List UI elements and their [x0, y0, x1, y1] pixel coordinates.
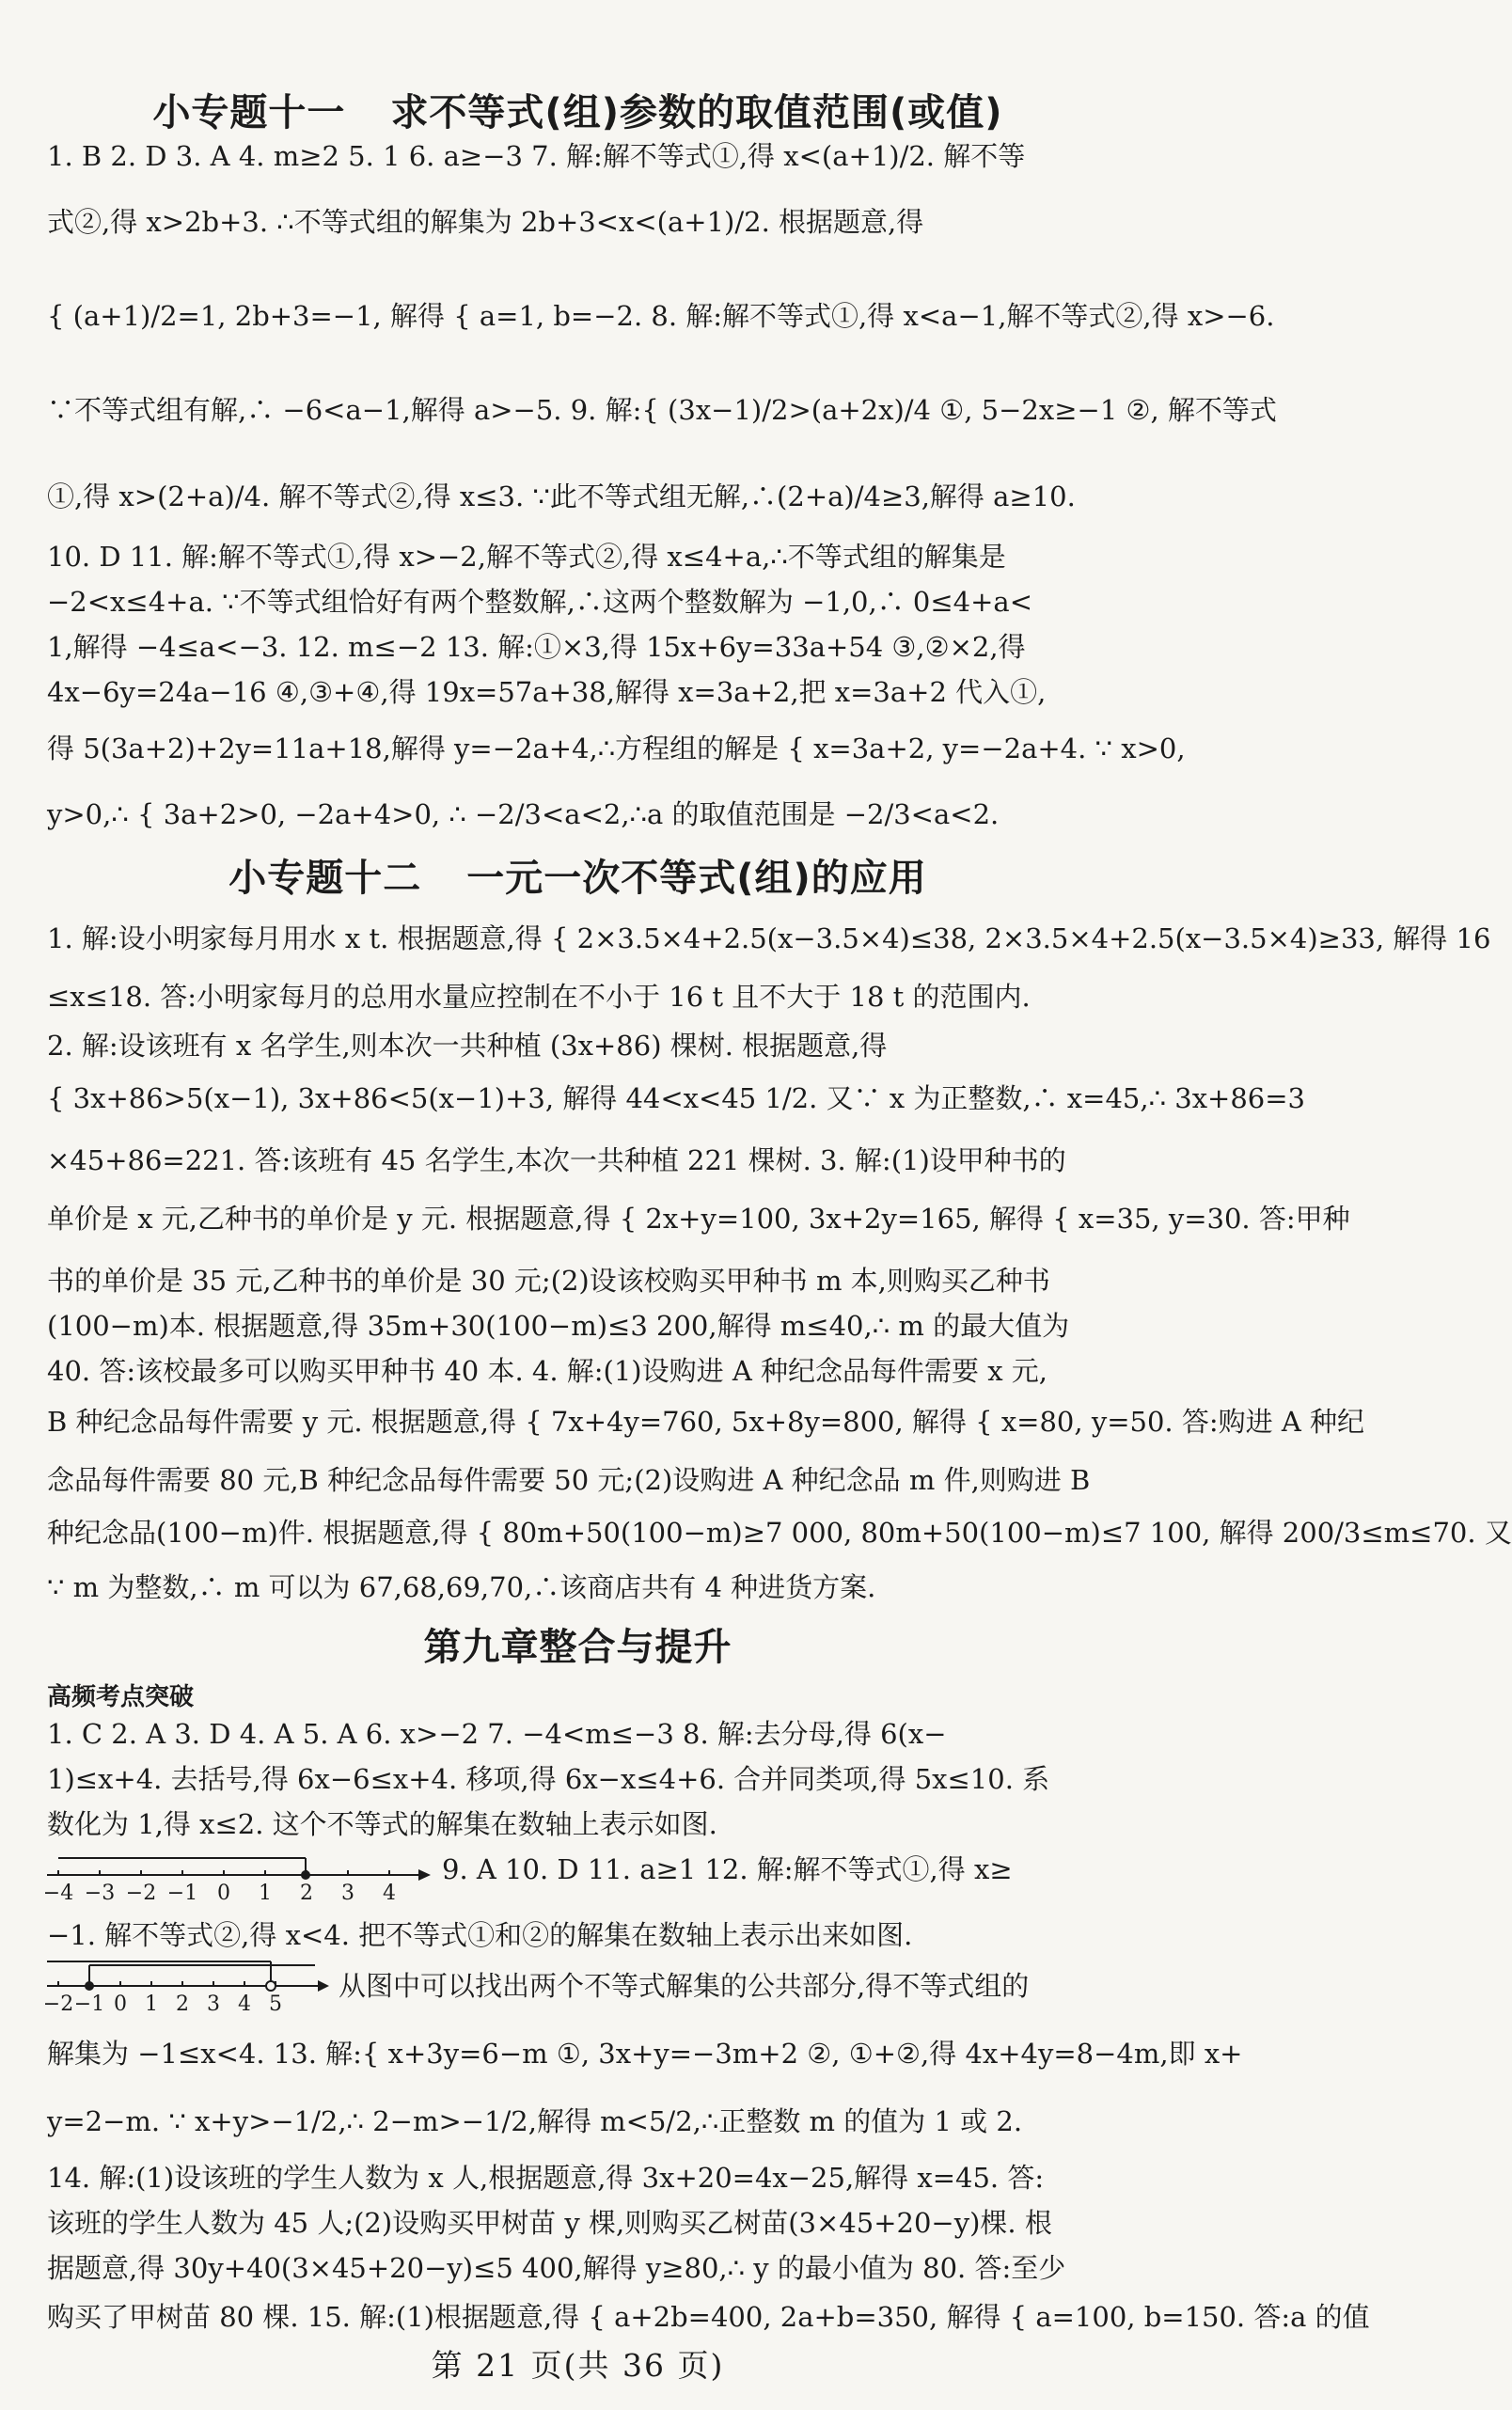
c9-line-6: 从图中可以找出两个不等式解集的公共部分,得不等式组的: [339, 1970, 1030, 2002]
tick-label: 1: [259, 1882, 272, 1905]
s12-line-7: 书的单价是 35 元,乙种书的单价是 30 元;(2)设该校购买甲种书 m 本,则购买乙种书: [47, 1265, 1050, 1297]
s11-line-4: ∵不等式组有解,∴ −6<a−1,解得 a>−5. 9. 解:{ (3x−1)/2>(a+2x)/4 ①, 5−2x≥−1 ②, 解不等式: [47, 394, 1277, 426]
section-12-title-text: 一元一次不等式(组)的应用: [466, 857, 927, 900]
s12-line-8: (100−m)本. 根据题意,得 35m+30(100−m)≤3 200,解得 m≤40,∴ m 的最大值为: [47, 1310, 1070, 1342]
s11-line-3: { (a+1)/2=1, 2b+3=−1, 解得 { a=1, b=−2. 8. 解:解不等式①,得 x<a−1,解不等式②,得 x>−6.: [47, 300, 1275, 332]
section-12-title-number: 小专题十二: [228, 857, 422, 900]
c9-line-7: 解集为 −1≤x<4. 13. 解:{ x+3y=6−m ①, 3x+y=−3m+2 ②, ①+②,得 4x+4y=8−4m,即 x+: [47, 2038, 1243, 2070]
tick-label: −1: [166, 1882, 198, 1905]
section-11-title: [0, 83, 1156, 136]
s11-line-1: 1. B 2. D 3. A 4. m≥2 5. 1 6. a≥−3 7. 解:解不等式①,得 x<(a+1)/2. 解不等: [47, 140, 1026, 172]
c9-line-1: 1. C 2. A 3. D 4. A 5. A 6. x>−2 7. −4<m≤−3 8. 解:去分母,得 6(x−: [47, 1718, 947, 1750]
s11-line-7: −2<x≤4+a. ∵不等式组恰好有两个整数解,∴这两个整数解为 −1,0,∴ 0≤4+a<: [47, 586, 1033, 618]
c9-line-12: 购买了甲树苗 80 棵. 15. 解:(1)根据题意,得 { a+2b=400, 2a+b=350, 解得 { a=100, b=150. 答:a 的值: [47, 2301, 1370, 2333]
s12-line-4: { 3x+86>5(x−1), 3x+86<5(x−1)+3, 解得 44<x<45 1/2. 又∵ x 为正整数,∴ x=45,∴ 3x+86=3: [47, 1082, 1305, 1114]
c9-line-3: 数化为 1,得 x≤2. 这个不等式的解集在数轴上表示如图.: [47, 1808, 717, 1840]
chapter-9-title: 第九章整合与提升: [423, 1626, 732, 1669]
s12-line-10: B 种纪念品每件需要 y 元. 根据题意,得 { 7x+4y=760, 5x+8y=800, 解得 { x=80, y=50. 答:购进 A 种纪: [47, 1406, 1364, 1438]
s11-line-8: 1,解得 −4≤a<−3. 12. m≤−2 13. 解:①×3,得 15x+6y=33a+54 ③,②×2,得: [47, 631, 1026, 663]
tick-label: 4: [383, 1882, 396, 1905]
s12-line-1: 1. 解:设小明家每月用水 x t. 根据题意,得 { 2×3.5×4+2.5(x−3.5×4)≤38, 2×3.5×4+2.5(x−3.5×4)≥33, 解得 16: [47, 922, 1491, 954]
s12-line-3: 2. 解:设该班有 x 名学生,则本次一共种植 (3x+86) 棵树. 根据题意,得: [47, 1030, 888, 1062]
s12-line-5: ×45+86=221. 答:该班有 45 名学生,本次一共种植 221 棵树. 3. 解:(1)设甲种书的: [47, 1144, 1066, 1176]
tick-label: 5: [269, 1993, 282, 2016]
tick-label: 4: [238, 1993, 251, 2016]
tick-label: −4: [42, 1882, 74, 1905]
tick-label: −1: [73, 1993, 105, 2016]
s11-line-6: 10. D 11. 解:解不等式①,得 x>−2,解不等式②,得 x≤4+a,∴不等式组的解集是: [47, 541, 1006, 573]
tick-label: 2: [176, 1993, 189, 2016]
c9-line-9: 14. 解:(1)设该班的学生人数为 x 人,根据题意,得 3x+20=4x−25,解得 x=45. 答:: [47, 2162, 1045, 2194]
c9-line-2: 1)≤x+4. 去括号,得 6x−6≤x+4. 移项,得 6x−x≤4+6. 合并同类项,得 5x≤10. 系: [47, 1763, 1050, 1795]
c9-line-8: y=2−m. ∵ x+y>−1/2,∴ 2−m>−1/2,解得 m<5/2,∴正整数 m 的值为 1 或 2.: [47, 2105, 1023, 2137]
c9-line-11: 据题意,得 30y+40(3×45+20−y)≤5 400,解得 y≥80,∴ y 的最小值为 80. 答:至少: [47, 2252, 1066, 2284]
tick-label: −3: [84, 1882, 116, 1905]
tick-label: 0: [114, 1993, 127, 2016]
tick-label: 2: [300, 1882, 313, 1905]
c9-line-4: 9. A 10. D 11. a≥1 12. 解:解不等式①,得 x≥: [442, 1853, 1013, 1885]
tick-label: −2: [125, 1882, 157, 1905]
section-12-title: [0, 848, 1156, 902]
s12-line-2: ≤x≤18. 答:小明家每月的总用水量应控制在不小于 16 t 且不大于 18 t 的范围内.: [47, 981, 1031, 1013]
s12-line-13: ∵ m 为整数,∴ m 可以为 67,68,69,70,∴该商店共有 4 种进货方案.: [47, 1571, 876, 1603]
s11-line-11: y>0,∴ { 3a+2>0, −2a+4>0, ∴ −2/3<a<2,∴a 的取值范围是 −2/3<a<2.: [47, 798, 1000, 830]
number-line-2: [42, 1956, 329, 2031]
s11-line-5: ①,得 x>(2+a)/4. 解不等式②,得 x≤3. ∵此不等式组无解,∴(2+a)/4≥3,解得 a≥10.: [47, 480, 1076, 512]
s11-line-9: 4x−6y=24a−16 ④,③+④,得 19x=57a+38,解得 x=3a+2,把 x=3a+2 代入①,: [47, 676, 1047, 708]
section-11-title-number: 小专题十一: [152, 91, 346, 134]
tick-label: 3: [207, 1993, 220, 2016]
section-11-title-text: 求不等式(组)参数的取值范围(或值): [390, 91, 1003, 134]
s12-line-12: 种纪念品(100−m)件. 根据题意,得 { 80m+50(100−m)≥7 000, 80m+50(100−m)≤7 100, 解得 200/3≤m≤70. 又: [47, 1517, 1512, 1549]
chapter-9-subtitle: 高频考点突破: [47, 1683, 195, 1711]
tick-label: 1: [145, 1993, 158, 2016]
s11-line-10: 得 5(3a+2)+2y=11a+18,解得 y=−2a+4,∴方程组的解是 { x=3a+2, y=−2a+4. ∵ x>0,: [47, 732, 1186, 764]
s12-line-11: 念品每件需要 80 元,B 种纪念品每件需要 50 元;(2)设购进 A 种纪念品 m 件,则购进 B: [47, 1464, 1091, 1496]
tick-label: 0: [217, 1882, 230, 1905]
s12-line-6: 单价是 x 元,乙种书的单价是 y 元. 根据题意,得 { 2x+y=100, 3x+2y=165, 解得 { x=35, y=30. 答:甲种: [47, 1203, 1350, 1235]
tick-label: 3: [341, 1882, 354, 1905]
tick-label: −2: [42, 1993, 74, 2016]
c9-line-5: −1. 解不等式②,得 x<4. 把不等式①和②的解集在数轴上表示出来如图.: [47, 1919, 913, 1951]
number-line-1: [42, 1849, 442, 1924]
page-footer: 第 21 页(共 36 页): [431, 2347, 725, 2384]
s11-line-2: 式②,得 x>2b+3. ∴不等式组的解集为 2b+3<x<(a+1)/2. 根据题意,得: [47, 206, 924, 238]
c9-line-10: 该班的学生人数为 45 人;(2)设购买甲树苗 y 棵,则购买乙树苗(3×45+20−y)棵. 根: [47, 2207, 1052, 2239]
s12-line-9: 40. 答:该校最多可以购买甲种书 40 本. 4. 解:(1)设购进 A 种纪念品每件需要 x 元,: [47, 1355, 1048, 1387]
